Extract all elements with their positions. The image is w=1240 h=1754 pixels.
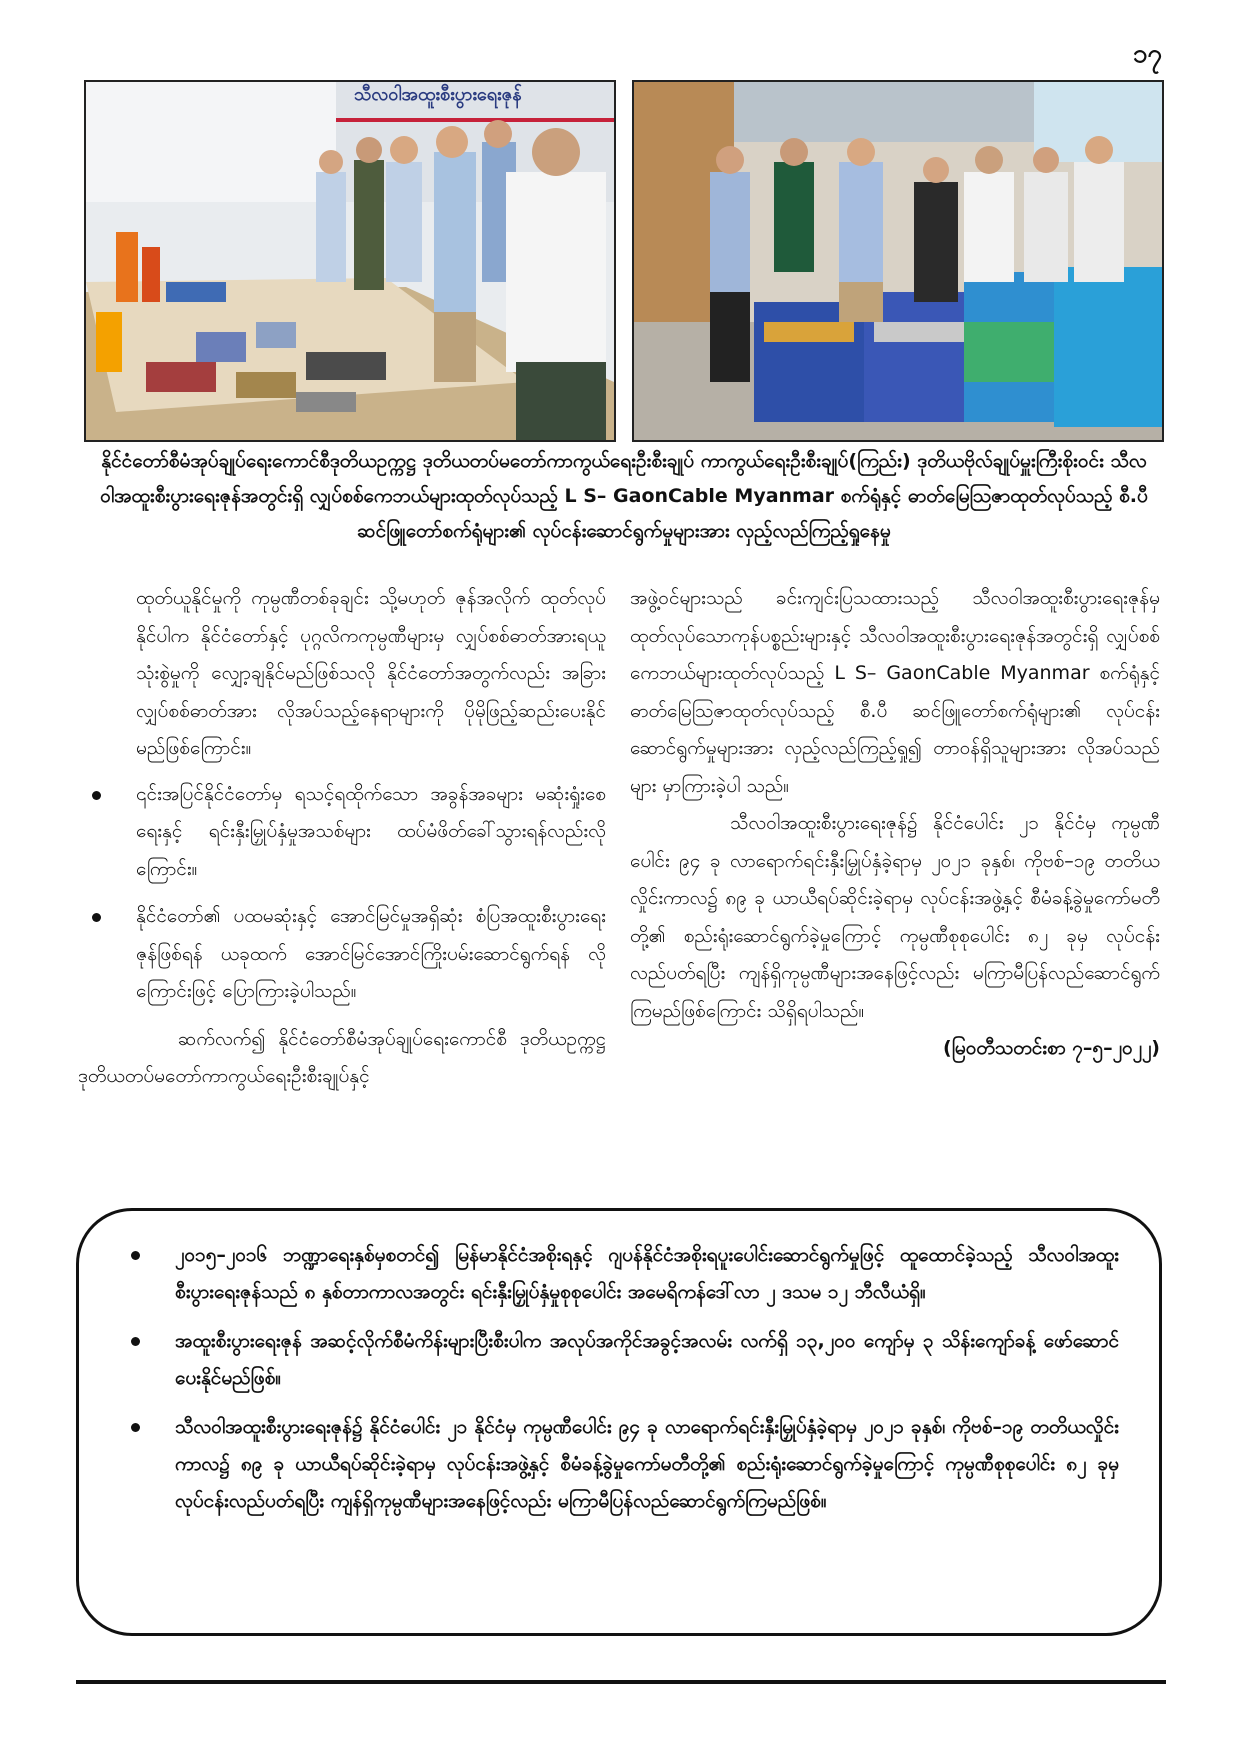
- page-number: ၁၇: [1132, 39, 1162, 69]
- bullet-icon: [92, 791, 101, 800]
- article-paragraph: သီလဝါအထူးစီးပွားရေးဇုန်၌ နိုင်ငံပေါင်း ၂၁ နိုင်ငံမှ ကုမ္ပဏီပေါင်း ၉၄ ခု လာရောက်ရင်းနှီးမြှုပ်နှံခဲ့ရာမှ ၂၀၂၁ ခုနှစ်၊ ကိုဗစ်–၁၉ တတိယလှိုင်းကာလ၌ ၈၉ ခု ယာယီရပ်ဆိုင်းခဲ့ရာမှ လုပ်ငန်းအဖွဲ့နှင့် စီမံခန့်ခွဲမှုကော်မတီတို့၏ စည်းရုံးဆောင်ရွက်ခဲ့မှုကြောင့် ကုမ္ပဏီစုစုပေါင်း ၈၂ ခုမှ လုပ်ငန်းလည်ပတ်ရပြီး ကျန်ရှိကုမ္ပဏီများအနေဖြင့်လည်း မကြာမီပြန်လည်ဆောင်ရွက်ကြမည်ဖြစ်ကြောင်း သိရှိရပါသည်။: [630, 812, 1160, 1022]
- bullet-item: [78, 898, 606, 1011]
- bullet-item: [78, 776, 606, 889]
- bullet-text: ၎င်းအပြင်နိုင်ငံတော်မှ ရသင့်ရထိုက်သော အခွန်အခများ မဆုံးရှုံးစေရေးနှင့် ရင်းနှီးမြှုပ်နှံမှုအသစ်များ ထပ်မံဖိတ်ခေါ်သွားရန်လည်းလိုကြောင်း။: [136, 782, 606, 880]
- summary-box: [76, 1208, 1162, 1636]
- summary-text: ၂၀၁၅–၂၀၁၆ ဘဏ္ဍာရေးနှစ်မှစတင်၍ မြန်မာနိုင်ငံအစိုးရနှင့် ဂျပန်နိုင်ငံအစိုးရပူးပေါင်းဆောင်ရွက်မှုဖြင့် ထူထောင်ခဲ့သည့် သီလဝါအထူးစီးပွားရေးဇုန်သည် ၈ နှစ်တာကာလအတွင်း ရင်းနှီးမြှုပ်နှံမှုစုစုပေါင်း အမေရိကန်ဒေါ်လာ ၂ ဒသမ ၁၂ ဘီလီယံရှိ။: [175, 1244, 1119, 1303]
- article-paragraph: ထုတ်ယူနိုင်မှုကို ကုမ္ပဏီတစ်ခုချင်း သို့မဟုတ် ဇုန်အလိုက် ထုတ်လုပ်နိုင်ပါက နိုင်ငံတော်နှင့် ပုဂ္ဂလိကကုမ္ပဏီများမှ လျှပ်စစ်ဓာတ်အားရယူသုံးစွဲမှုကို လျှော့ချနိုင်မည်ဖြစ်သလို နိုင်ငံတော်အတွက်လည်း အခြားလျှပ်စစ်ဓာတ်အား လိုအပ်သည့်နေရာများကို ပိုမိုဖြည့်ဆည်းပေးနိုင်မည်ဖြစ်ကြောင်း။: [136, 587, 606, 759]
- bullet-icon: [131, 1251, 140, 1260]
- article-column-left: [78, 580, 606, 1096]
- exhibition-photo-image: [86, 82, 614, 440]
- bullet-icon: [92, 913, 101, 922]
- summary-text: သီလဝါအထူးစီးပွားရေးဇုန်၌ နိုင်ငံပေါင်း ၂၁ နိုင်ငံမှ ကုမ္ပဏီပေါင်း ၉၄ ခု လာရောက်ရင်းနှီးမြှုပ်နှံခဲ့ရာမှ ၂၀၂၁ ခုနှစ်၊ ကိုဗစ်–၁၉ တတိယလှိုင်းကာလ၌ ၈၉ ခု ယာယီရပ်ဆိုင်းခဲ့ရာမှ လုပ်ငန်းအဖွဲ့နှင့် စီမံခန့်ခွဲမှုကော်မတီတို့၏ စည်းရုံးဆောင်ရွက်ခဲ့မှုကြောင့် ကုမ္ပဏီစုစုပေါင်း ၈၂ ခုမှ လုပ်ငန်းလည်ပတ်ရပြီး ကျန်ရှိကုမ္ပဏီများအနေဖြင့်လည်း မကြာမီပြန်လည်ဆောင်ရွက်ကြမည်ဖြစ်။: [175, 1416, 1119, 1512]
- news-source: (မြဝတီသတင်းစာ ၇–၅–၂၀၂၂): [943, 1037, 1160, 1059]
- bullet-list: [78, 776, 606, 1011]
- article-paragraph: အဖွဲ့ဝင်များသည် ခင်းကျင်းပြသထားသည့် သီလဝါအထူးစီးပွားရေးဇုန်မှ ထုတ်လုပ်သောကုန်ပစ္စည်းများနှင့် သီလဝါအထူးစီးပွားရေးဇုန်အတွင်းရှိ လျှပ်စစ်ကေဘယ်များထုတ်လုပ်သည့် L S– GaonCable Myanmar စက်ရုံနှင့် ဓာတ်မြေဩဇာထုတ်လုပ်သည့် စီ.ပီ ဆင်ဖြူတော်စက်ရုံများ၏ လုပ်ငန်းဆောင်ရွက်မှုများအား လှည့်လည်ကြည့်ရှု၍ တာဝန်ရှိသူများအား လိုအပ်သည်များ မှာကြားခဲ့ပါ သည်။: [630, 587, 1160, 797]
- summary-item: [119, 1409, 1119, 1520]
- footer-rule: [76, 1680, 1166, 1684]
- summary-list: [79, 1211, 1159, 1520]
- bullet-icon: [131, 1337, 140, 1346]
- summary-text: အထူးစီးပွားရေးဇုန် အဆင့်လိုက်စီမံကိန်းများပြီးစီးပါက အလုပ်အကိုင်အခွင့်အလမ်း လက်ရှိ ၁၃,၂၀၀ ကျော်မှ ၃ သိန်းကျော်ခန့် ဖော်ဆောင်ပေးနိုင်မည်ဖြစ်။: [175, 1330, 1119, 1389]
- warehouse-photo: [632, 80, 1164, 442]
- bullet-icon: [131, 1423, 140, 1432]
- article-paragraph: ဆက်လက်၍ နိုင်ငံတော်စီမံအုပ်ချုပ်ရေးကောင်စီ ဒုတိယဥက္ကဋ္ဌ ဒုတိယတပ်မတော်ကာကွယ်ရေးဦးစီးချုပ်နှင့်: [78, 1027, 606, 1087]
- article-column-right: [630, 580, 1160, 1068]
- bullet-text: နိုင်ငံတော်၏ ပထမဆုံးနှင့် အောင်မြင်မှုအရှိဆုံး စံပြအထူးစီးပွားရေးဇုန်ဖြစ်ရန် ယခုထက် အောင်မြင်အောင်ကြိုးပမ်းဆောင်ရွက်ရန် လိုကြောင်းဖြင့် ပြောကြားခဲ့ပါသည်။: [136, 905, 606, 1002]
- exhibition-photo: [84, 80, 616, 442]
- photo-caption: နိုင်ငံတော်စီမံအုပ်ချုပ်ရေးကောင်စီဒုတိယဥက္ကဋ္ဌ ဒုတိယတပ်မတော်ကာကွယ်ရေးဦးစီးချုပ် ကာကွယ်ရေးဦးစီးချုပ်(ကြည်း) ဒုတိယဗိုလ်ချုပ်မှူးကြီးစိုးဝင်း သီလဝါအထူးစီးပွားရေးဇုန်အတွင်းရှိ လျှပ်စစ်ကေဘယ်များထုတ်လုပ်သည့် L S– GaonCable Myanmar စက်ရုံနှင့် ဓာတ်မြေဩဇာထုတ်လုပ်သည့် စီ.ပီ ဆင်ဖြူတော်စက်ရုံများ၏ လုပ်ငန်းဆောင်ရွက်မှုများအား လှည့်လည်ကြည့်ရှုနေမှု: [100, 450, 1148, 542]
- warehouse-photo-image: [634, 82, 1162, 440]
- banner-text: သီလဝါအထူးစီးပွားရေးဇုန်: [354, 84, 522, 105]
- summary-item: [119, 1237, 1119, 1311]
- summary-item: [119, 1323, 1119, 1397]
